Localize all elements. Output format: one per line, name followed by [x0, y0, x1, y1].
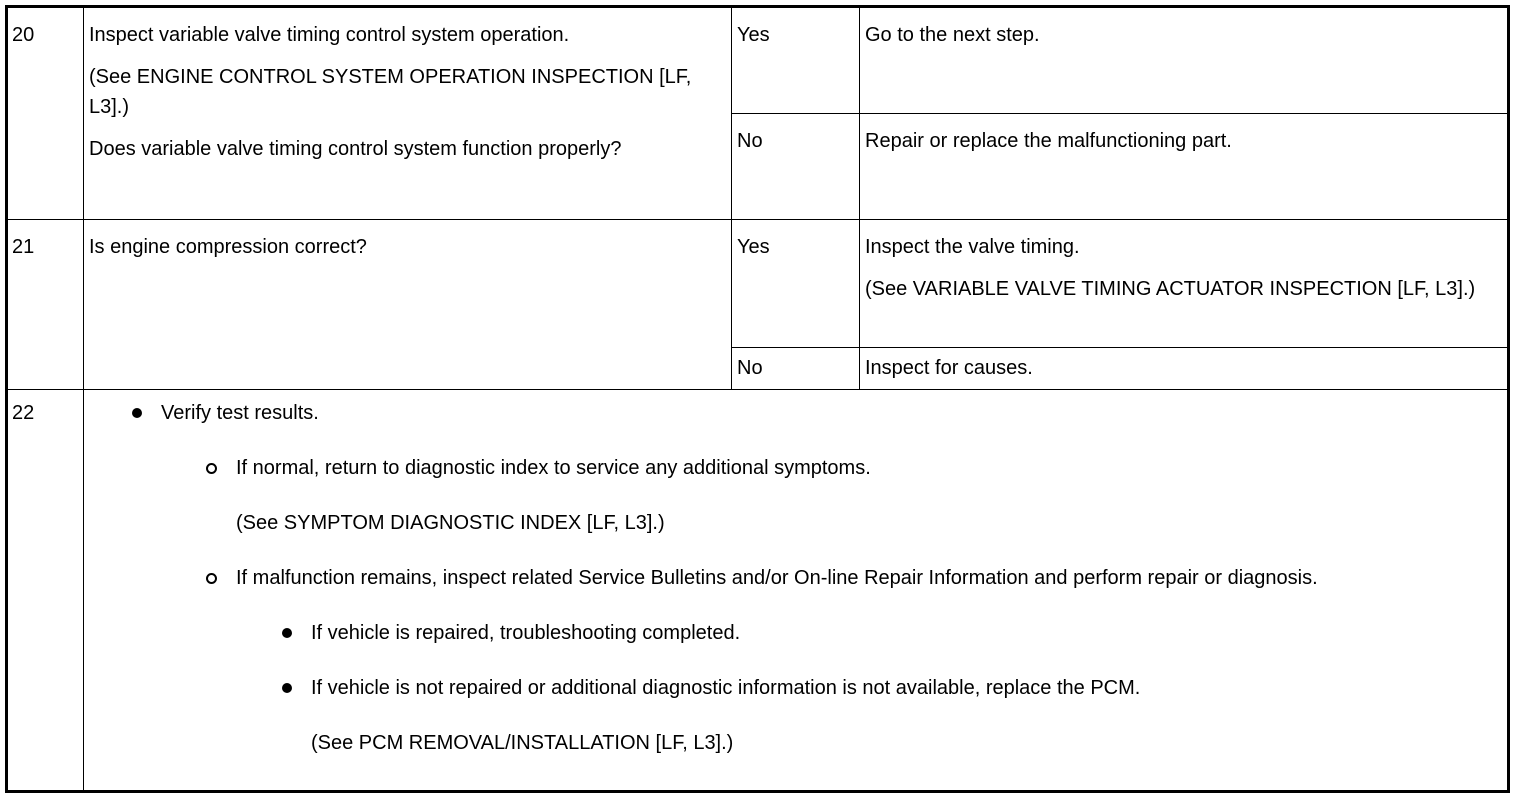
- bullet-level-1: Verify test results.: [84, 398, 1447, 428]
- step-21-yes-row: [7, 220, 1509, 348]
- answer-yes: Yes: [732, 7, 860, 114]
- step-number: 21: [7, 220, 84, 390]
- step-number: 22: [7, 390, 84, 792]
- bullet-dot-icon: [282, 628, 292, 638]
- diagnostic-procedure-table: [5, 5, 1510, 793]
- bullet-circle-icon: [206, 463, 217, 474]
- reference-text: (See VARIABLE VALVE TIMING ACTUATOR INSPECTION [LF, L3].): [865, 278, 1476, 300]
- bullet-dot-icon: [132, 408, 142, 418]
- answer-no: No: [732, 348, 860, 390]
- bullet-dot-icon: [282, 683, 292, 693]
- step-action-cell: [84, 220, 732, 390]
- result-text: Go to the next step.: [865, 24, 1040, 46]
- action-text: Inspect variable valve timing control system operation.: [89, 24, 570, 46]
- question-text: Does variable valve timing control system function properly?: [89, 138, 622, 160]
- bullet-level-2-malfunction: If malfunction remains, inspect related Service Bulletins and/or On-line Repair Information and perform repair or diagnosis.: [84, 563, 1447, 593]
- answer-no: No: [732, 114, 860, 220]
- question-text: Is engine compression correct?: [89, 236, 367, 258]
- result-cell: [860, 348, 1509, 390]
- bullet-circle-icon: [206, 573, 217, 584]
- reference-text: (See PCM REMOVAL/INSTALLATION [LF, L3].): [311, 732, 734, 754]
- result-cell: [860, 114, 1509, 220]
- bullet-level-2-normal: If normal, return to diagnostic index to service any additional symptoms.: [84, 453, 1447, 483]
- step-20-yes-row: [7, 7, 1509, 114]
- result-text: Repair or replace the malfunctioning part.: [865, 130, 1232, 152]
- reference-text: (See SYMPTOM DIAGNOSTIC INDEX [LF, L3].): [236, 512, 665, 534]
- step-22-row: [7, 390, 1509, 792]
- result-cell: [860, 220, 1509, 348]
- step-22-instructions: [84, 390, 1509, 792]
- result-text: Inspect the valve timing.: [865, 236, 1080, 258]
- result-text: Inspect for causes.: [865, 357, 1033, 379]
- result-cell: [860, 7, 1509, 114]
- reference-text: (See ENGINE CONTROL SYSTEM OPERATION INSPECTION [LF, L3].): [89, 66, 692, 118]
- answer-yes: Yes: [732, 220, 860, 348]
- step-action-cell: [84, 7, 732, 220]
- bullet-level-3-repaired: If vehicle is repaired, troubleshooting completed.: [84, 618, 1447, 648]
- step-number: 20: [7, 7, 84, 220]
- bullet-level-3-not-repaired: If vehicle is not repaired or additional diagnostic information is not available, replace the PCM.: [84, 673, 1447, 703]
